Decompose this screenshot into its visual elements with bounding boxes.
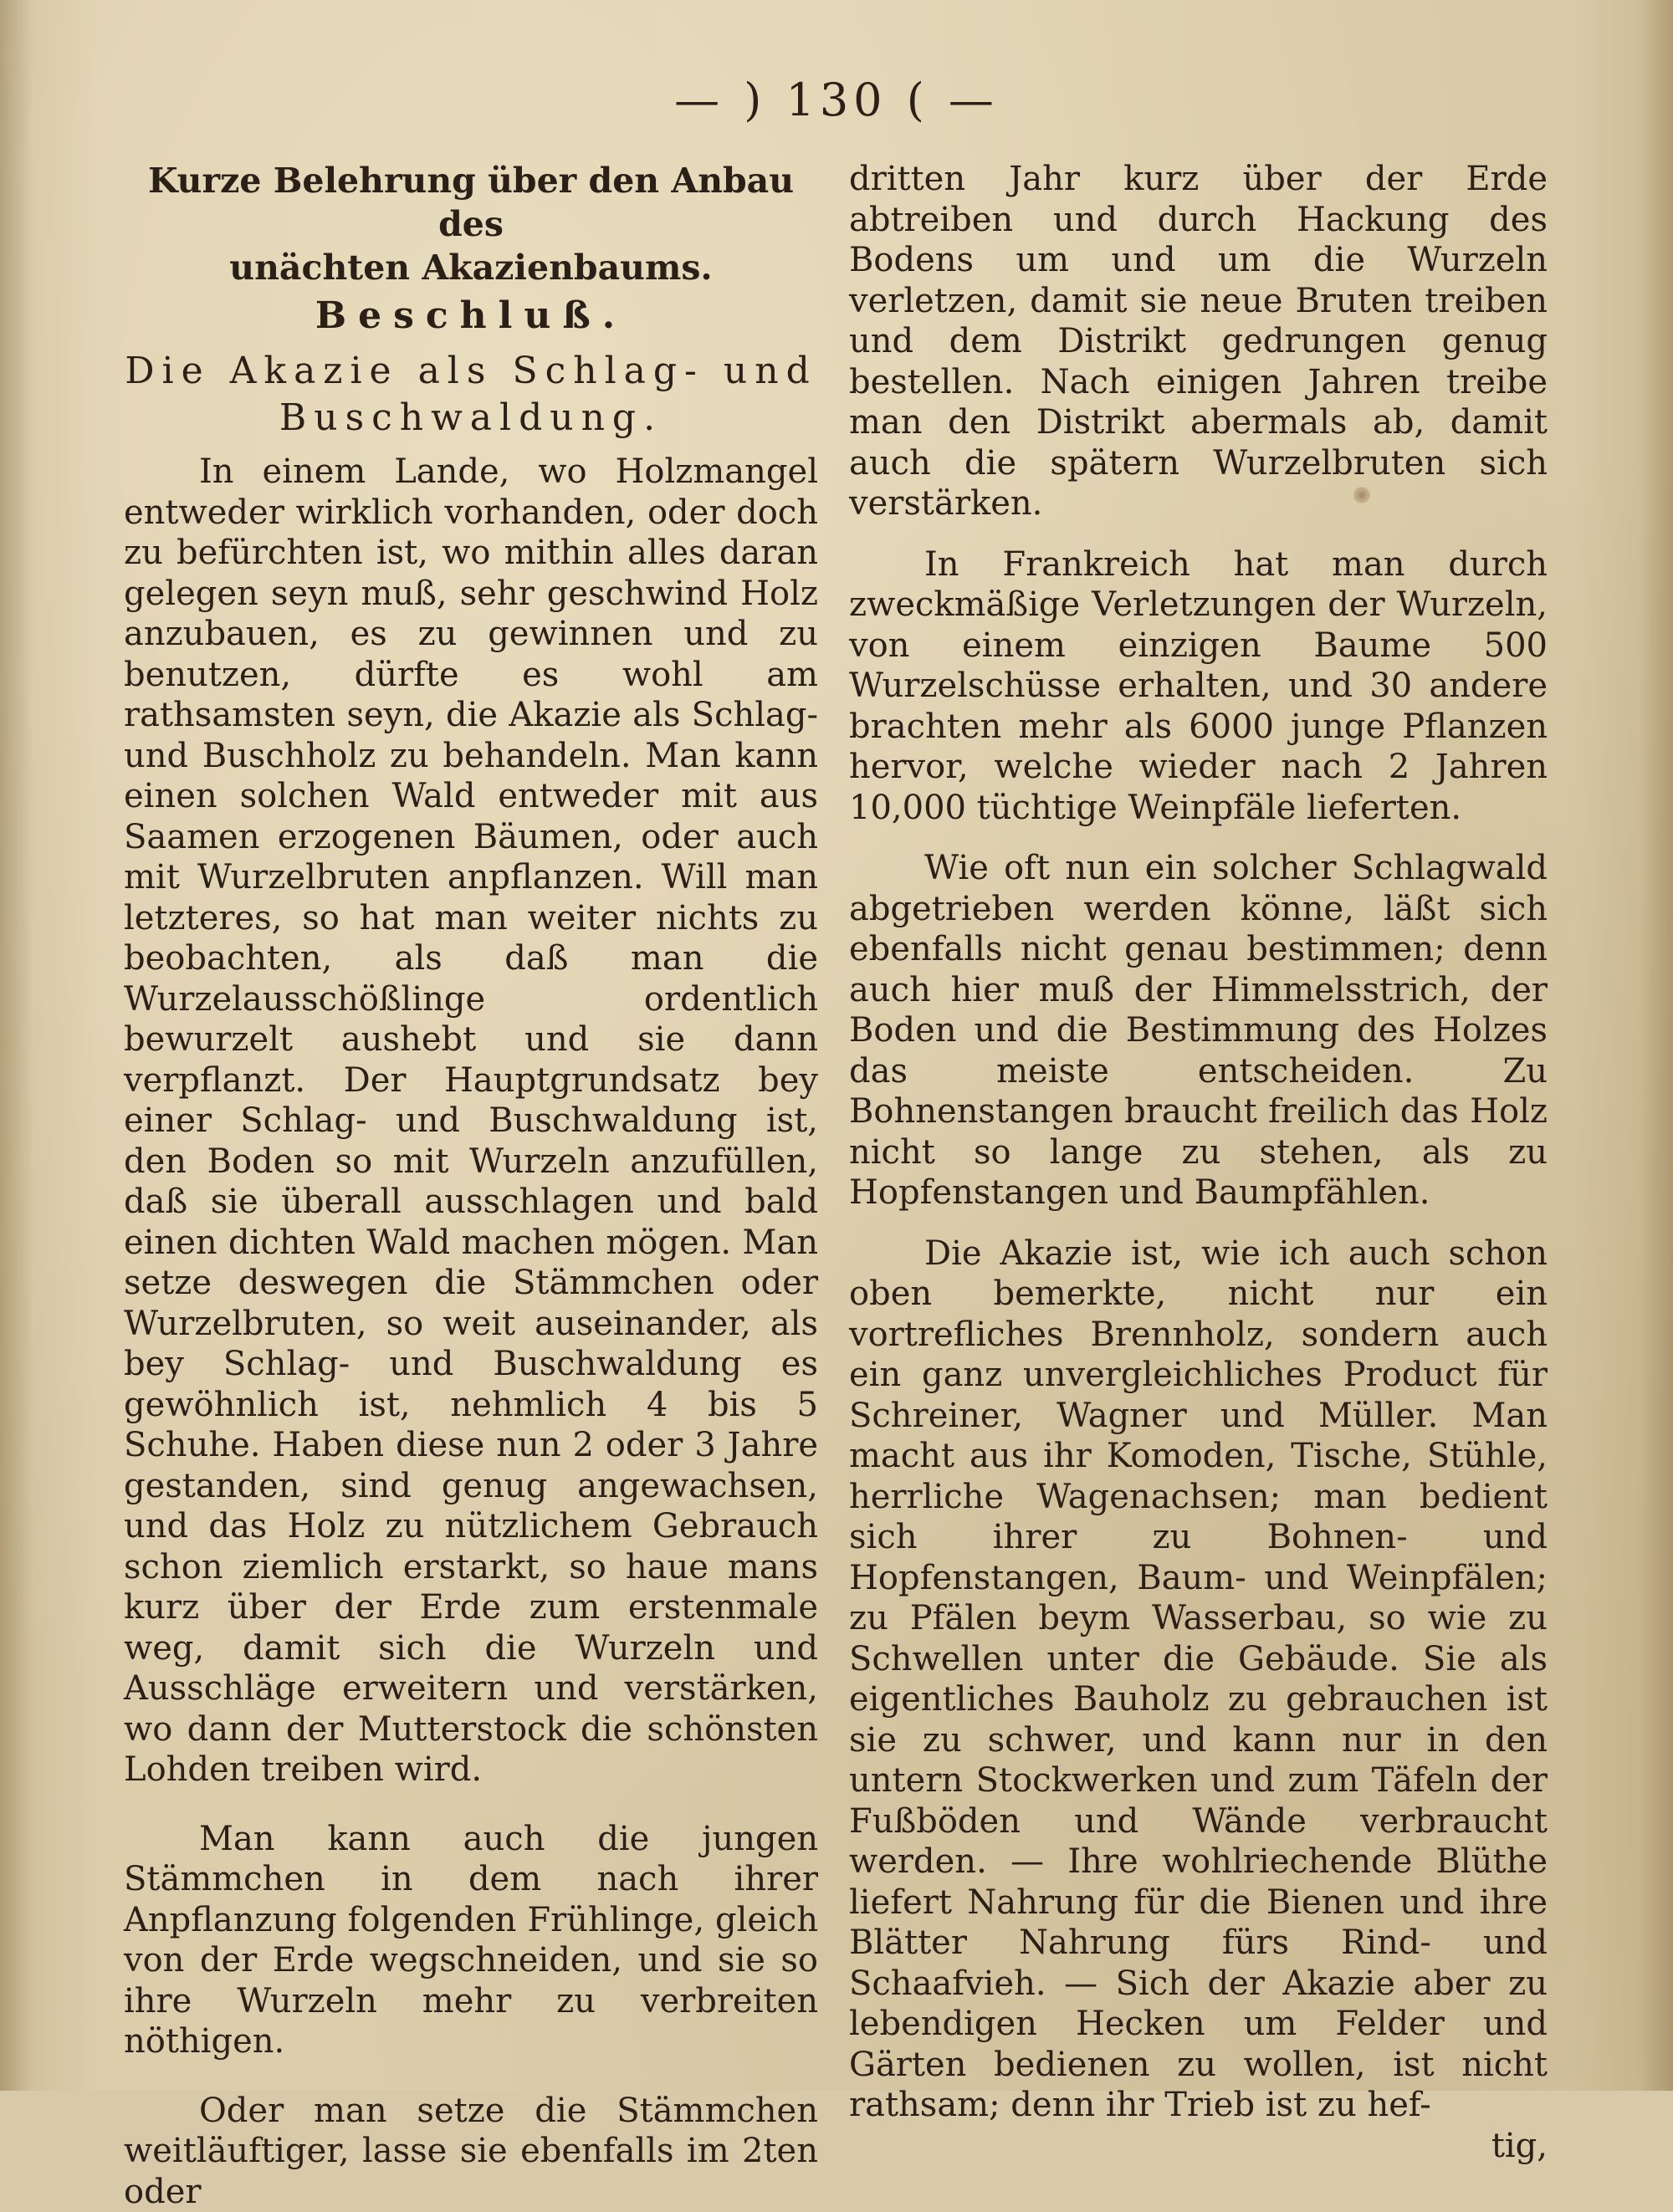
left-column bbox=[124, 159, 818, 2212]
page-edge-right bbox=[1640, 0, 1673, 2091]
right-paragraph-3: Wie oft nun ein solcher Schlagwald abgetrieben werden könne, läßt sich ebenfalls nicht genau bestimmen; denn auch hier muß der Himmelsstrich, der Boden und die Bestimmung des Holzes das meiste entscheiden. Zu Bohnenstangen braucht freilich das Holz nicht so lange zu stehen, als zu Hopfenstangen und Baumpfählen. bbox=[849, 848, 1548, 1213]
section-heading-line-1: Die Akazie als Schlag- und bbox=[124, 350, 818, 393]
left-paragraph-3: Oder man setze die Stämmchen weitläuftiger, lasse sie ebenfalls im 2ten oder bbox=[124, 2091, 818, 2212]
left-paragraph-2: Man kann auch die jungen Stämmchen in dem nach ihrer Anpflanzung folgenden Frühlinge, gleich von der Erde wegschneiden, und sie so ihre Wurzeln mehr zu verbreiten nöthigen. bbox=[124, 1819, 818, 2062]
article-title-line-2: unächten Akazienbaums. bbox=[124, 246, 818, 289]
right-column bbox=[849, 159, 1548, 2166]
right-paragraph-1: dritten Jahr kurz über der Erde abtreiben und durch Hackung des Bodens um und um die Wurzeln verletzen, damit sie neue Bruten treiben und dem Distrikt gedrungen genug bestellen. Nach einigen Jahren treibe man den Distrikt abermals ab, damit auch die spätern Wurzelbruten sich verstärken. bbox=[849, 159, 1548, 524]
article-subtitle: Beschluß. bbox=[124, 293, 818, 340]
right-paragraph-4: Die Akazie ist, wie ich auch schon oben bemerkte, nicht nur ein vortrefliches Brennholz, sondern auch ein ganz unvergleichliches Product für Schreiner, Wagner und Müller. Man macht aus ihr Komoden, Tische, Stühle, herrliche Wagenachsen; man bedient sich ihrer zu Bohnen- und Hopfenstangen, Baum- und Weinpfälen; zu Pfälen beym Wasserbau, so wie zu Schwellen unter die Gebäude. Sie als eigentliches Bauholz zu gebrauchen ist sie zu schwer, und kann nur in den untern Stockwerken und zum Täfeln der Fußböden und Wände verbraucht werden. — Ihre wohlriechende Blüthe liefert Nahrung für die Bienen und ihre Blätter Nahrung fürs Rind- und Schaafvieh. — Sich der Akazie aber zu lebendigen Hecken um Felder und Gärten bedienen zu wollen, ist nicht rathsam; denn ihr Trieb ist zu hef- bbox=[849, 1234, 1548, 2126]
right-paragraph-2: In Frankreich hat man durch zweckmäßige Verletzungen der Wurzeln, von einem einzigen Baume 500 Wurzelschüsse erhalten, und 30 andere brachten mehr als 6000 junge Pflanzen hervor, welche wieder nach 2 Jahren 10,000 tüchtige Weinpfäle lieferten. bbox=[849, 544, 1548, 829]
page-number-header: — ) 130 ( — bbox=[0, 74, 1673, 126]
article-title-line-1: Kurze Belehrung über den Anbau des bbox=[124, 159, 818, 246]
page-edge-left bbox=[0, 0, 33, 2091]
left-paragraph-1: In einem Lande, wo Holzmangel entweder wirklich vorhanden, oder doch zu befürchten ist, wo mithin alles daran gelegen seyn muß, sehr geschwind Holz anzubauen, es zu gewinnen und zu benutzen, dürfte es wohl am rathsamsten seyn, die Akazie als Schlag- und Buschholz zu behandeln. Man kann einen solchen Wald entweder mit aus Saamen erzogenen Bäumen, oder auch mit Wurzelbruten anpflanzen. Will man letzteres, so hat man weiter nichts zu beobachten, als daß man die Wurzelausschößlinge ordentlich bewurzelt aushebt und sie dann verpflanzt. Der Hauptgrundsatz bey einer Schlag- und Buschwaldung ist, den Boden so mit Wurzeln anzufüllen, daß sie überall ausschlagen und bald einen dichten Wald machen mögen. Man setze deswegen die Stämmchen oder Wurzelbruten, so weit auseinander, als bey Schlag- und Buschwaldung es gewöhnlich ist, nehmlich 4 bis 5 Schuhe. Haben diese nun 2 oder 3 Jahre gestanden, sind genug angewachsen, und das Holz zu nützlichem Gebrauch schon ziemlich erstarkt, so haue mans kurz über der Erde zum erstenmale weg, damit sich die Wurzeln und Ausschläge erweitern und verstärken, wo dann der Mutterstock die schönsten Lohden treiben wird. bbox=[124, 452, 818, 1791]
catchword: tig, bbox=[849, 2126, 1548, 2167]
section-heading-line-2: Buschwaldung. bbox=[124, 396, 818, 440]
